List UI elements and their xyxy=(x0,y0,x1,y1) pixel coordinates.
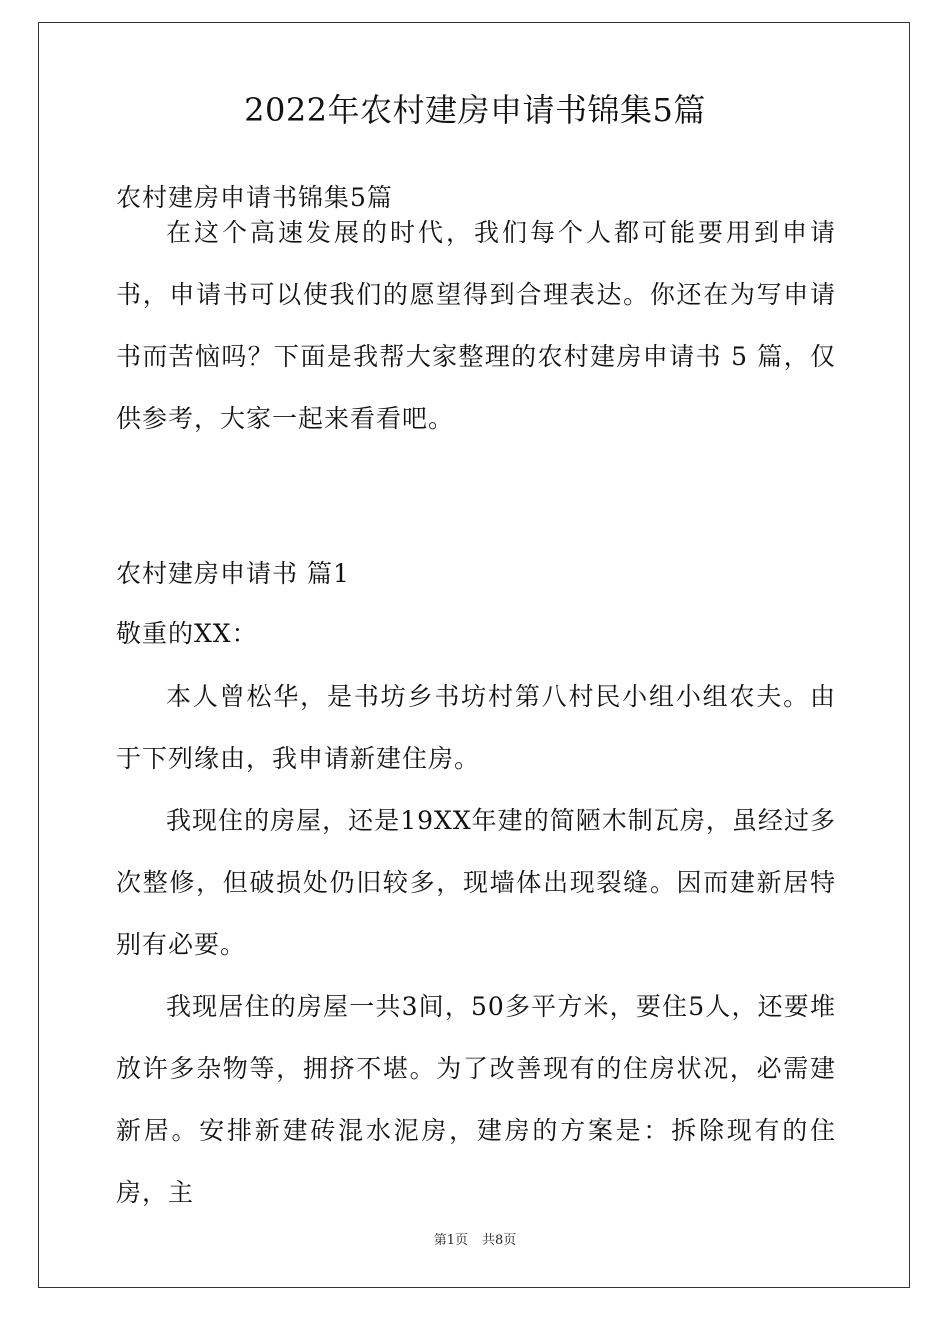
salutation: 敬重的XX： xyxy=(116,619,258,648)
page-number: 第1页 xyxy=(433,1233,468,1248)
body-paragraph-3: 我现居住的房屋一共3间，50多平方米，要住5人，还要堆放许多杂物等，拥挤不堪。为了改善现有的住房状况，必需建新居。安排新建砖混水泥房，建房的方案是：拆除现有的住房，主 xyxy=(116,992,836,1207)
document-title: 2022年农村建房申请书锦集5篇 xyxy=(244,91,706,129)
page-footer xyxy=(0,1232,950,1250)
body-paragraph-2: 我现住的房屋，还是19XX年建的简陋木制瓦房，虽经过多次整修，但破损处仍旧较多，现墙体出现裂缝。因而建新居特别有必要。 xyxy=(116,806,836,959)
section-heading: 农村建房申请书 篇1 xyxy=(116,559,350,588)
intro-paragraph: 在这个高速发展的时代，我们每个人都可能要用到申请书，申请书可以使我们的愿望得到合理表达。你还在为写申请书而苦恼吗？下面是我帮大家整理的农村建房申请书 5 篇，仅供参考，大家一起来看看吧。 xyxy=(116,218,836,433)
body-paragraph-1: 本人曾松华，是书坊乡书坊村第八村民小组小组农夫。由于下列缘由，我申请新建住房。 xyxy=(116,682,836,773)
document-subtitle: 农村建房申请书锦集5篇 xyxy=(116,183,393,212)
page-total: 共8页 xyxy=(482,1233,517,1248)
